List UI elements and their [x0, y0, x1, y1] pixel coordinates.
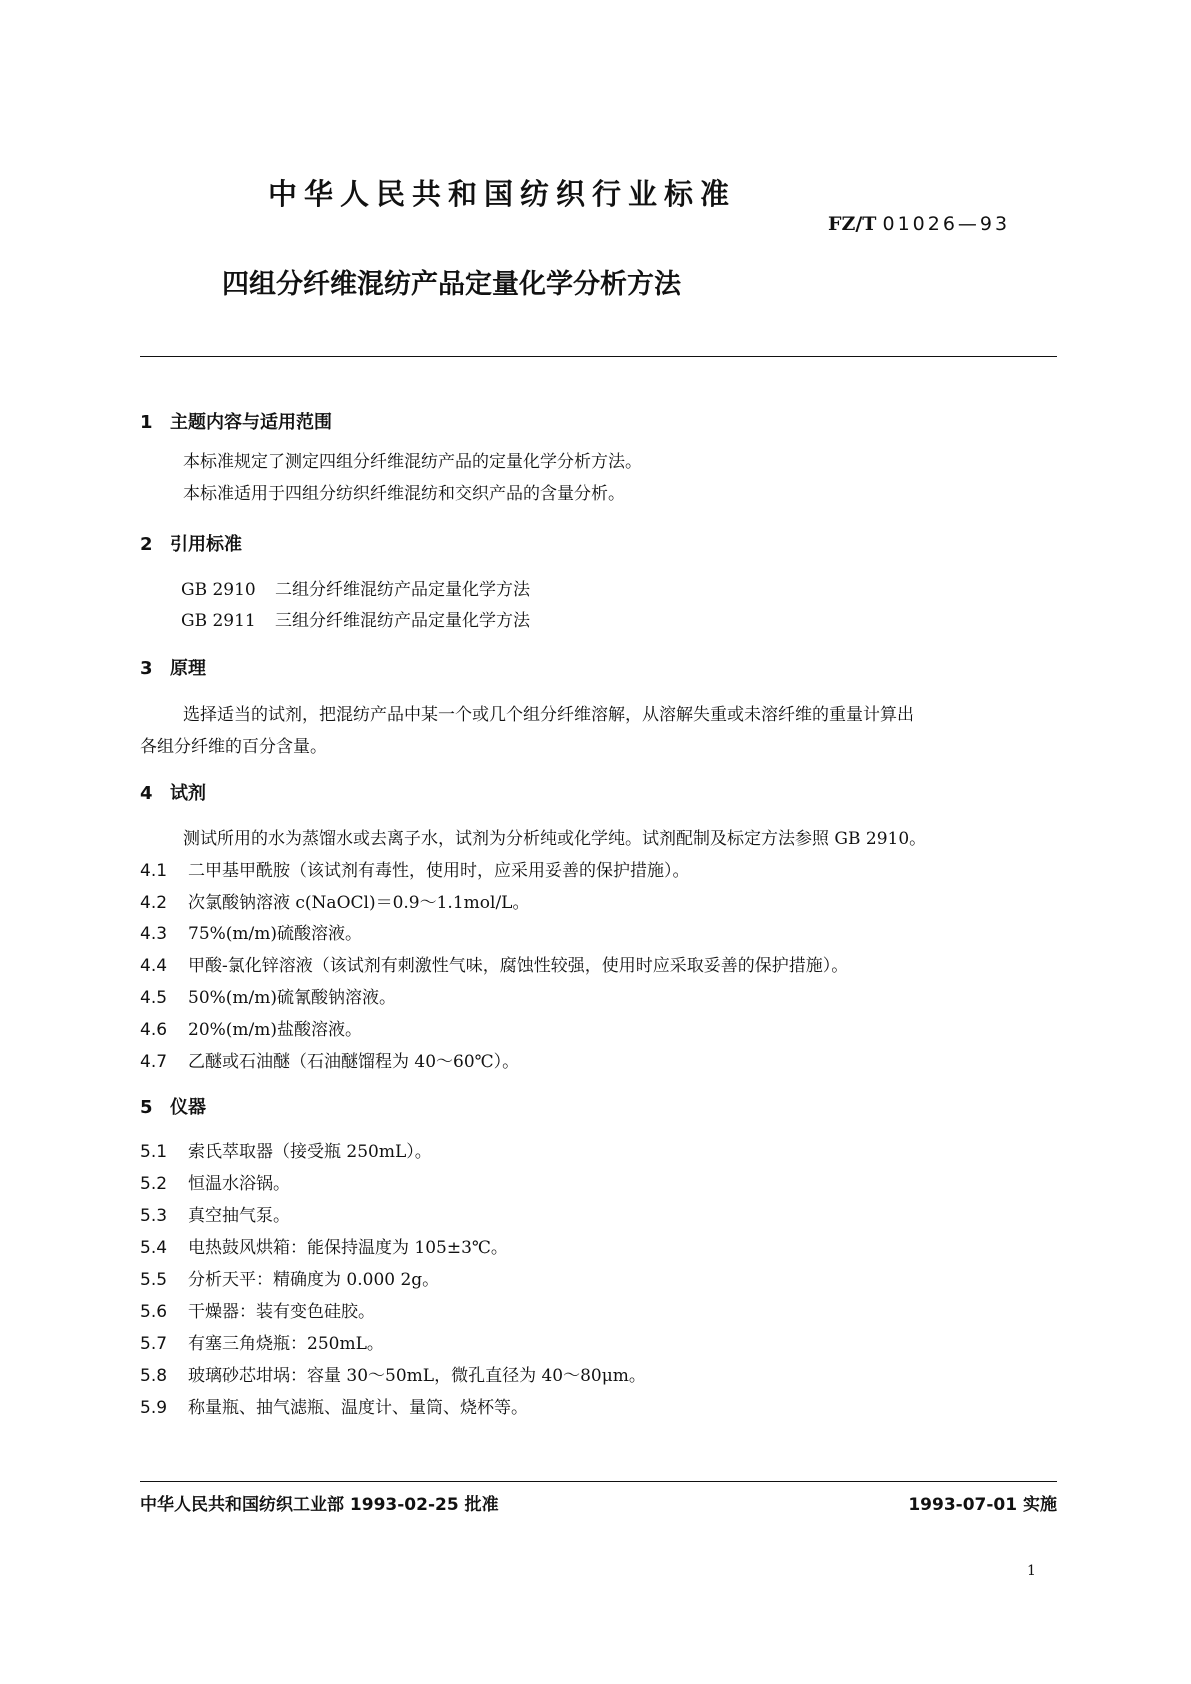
list-item: 4.5 50%(m/m)硫氰酸钠溶液。 [140, 988, 397, 1008]
section-number: 4 [140, 783, 153, 804]
page-number: 1 [1027, 1563, 1036, 1579]
reference-title: 三组分纤维混纺产品定量化学方法 [275, 611, 530, 631]
reference-title: 二组分纤维混纺产品定量化学方法 [275, 580, 530, 600]
list-item: 4.4 甲酸-氯化锌溶液（该试剂有刺激性气味，腐蚀性较强，使用时应采取妥善的保护措施）。 [140, 956, 849, 976]
section-number: 2 [140, 534, 153, 555]
list-item: 4.3 75%(m/m)硫酸溶液。 [140, 924, 363, 944]
paragraph: 选择适当的试剂，把混纺产品中某一个或几个组分纤维溶解，从溶解失重或未溶纤维的重量计算出 [183, 705, 914, 725]
list-item: 4.6 20%(m/m)盐酸溶液。 [140, 1020, 363, 1040]
header-divider [140, 356, 1057, 357]
reference-item [181, 606, 530, 631]
footer-divider [140, 1481, 1057, 1482]
list-item: 5.9 称量瓶、抽气滤瓶、温度计、量筒、烧杯等。 [140, 1398, 528, 1418]
paragraph: 本标准适用于四组分纺织纤维混纺和交织产品的含量分析。 [183, 484, 625, 504]
section-title: 主题内容与适用范围 [170, 412, 332, 433]
list-item: 5.2 恒温水浴锅。 [140, 1174, 290, 1194]
list-item: 5.1 索氏萃取器（接受瓶 250mL）。 [140, 1142, 432, 1162]
paragraph-continuation: 各组分纤维的百分含量。 [140, 737, 327, 757]
section-title: 试剂 [170, 783, 206, 804]
section-number: 1 [140, 412, 153, 433]
reference-item [181, 575, 530, 600]
section-2-heading [140, 530, 242, 556]
standard-code-prefix: FZ/T [828, 213, 877, 235]
standard-code-number: 01026—93 [882, 213, 1011, 235]
reference-code: GB 2911 [181, 611, 256, 631]
list-item: 4.1 二甲基甲酰胺（该试剂有毒性，使用时，应采用妥善的保护措施）。 [140, 861, 690, 881]
paragraph: 本标准规定了测定四组分纤维混纺产品的定量化学分析方法。 [183, 452, 642, 472]
section-title: 原理 [170, 658, 206, 679]
list-item: 5.8 玻璃砂芯坩埚：容量 30～50mL，微孔直径为 40～80μm。 [140, 1366, 646, 1386]
section-number: 5 [140, 1097, 153, 1118]
document-title: 四组分纤维混纺产品定量化学分析方法 [222, 269, 681, 300]
list-item: 5.6 干燥器：装有变色硅胶。 [140, 1302, 375, 1322]
list-item: 5.3 真空抽气泵。 [140, 1206, 290, 1226]
section-title: 仪器 [170, 1097, 206, 1118]
section-1-heading [140, 408, 332, 434]
section-4-heading [140, 779, 206, 805]
list-item: 5.5 分析天平：精确度为 0.000 2g。 [140, 1270, 440, 1290]
section-title: 引用标准 [170, 534, 242, 555]
section-3-heading [140, 654, 206, 680]
list-item: 5.4 电热鼓风烘箱：能保持温度为 105±3℃。 [140, 1238, 508, 1258]
section-5-heading [140, 1093, 206, 1119]
standard-title: 中华人民共和国纺织行业标准 [268, 177, 737, 211]
list-item: 5.7 有塞三角烧瓶：250mL。 [140, 1334, 384, 1354]
section-number: 3 [140, 658, 153, 679]
list-item: 4.7 乙醚或石油醚（石油醚馏程为 40～60℃）。 [140, 1052, 520, 1072]
list-item: 4.2 次氯酸钠溶液 c(NaOCl)＝0.9～1.1mol/L。 [140, 893, 530, 913]
paragraph: 测试所用的水为蒸馏水或去离子水，试剂为分析纯或化学纯。试剂配制及标定方法参照 GB 2910。 [183, 829, 927, 849]
implementation-date: 1993-07-01 实施 [908, 1495, 1057, 1515]
approval-line: 中华人民共和国纺织工业部 1993-02-25 批准 [140, 1495, 499, 1515]
standard-code [828, 213, 1010, 235]
reference-code: GB 2910 [181, 580, 256, 600]
